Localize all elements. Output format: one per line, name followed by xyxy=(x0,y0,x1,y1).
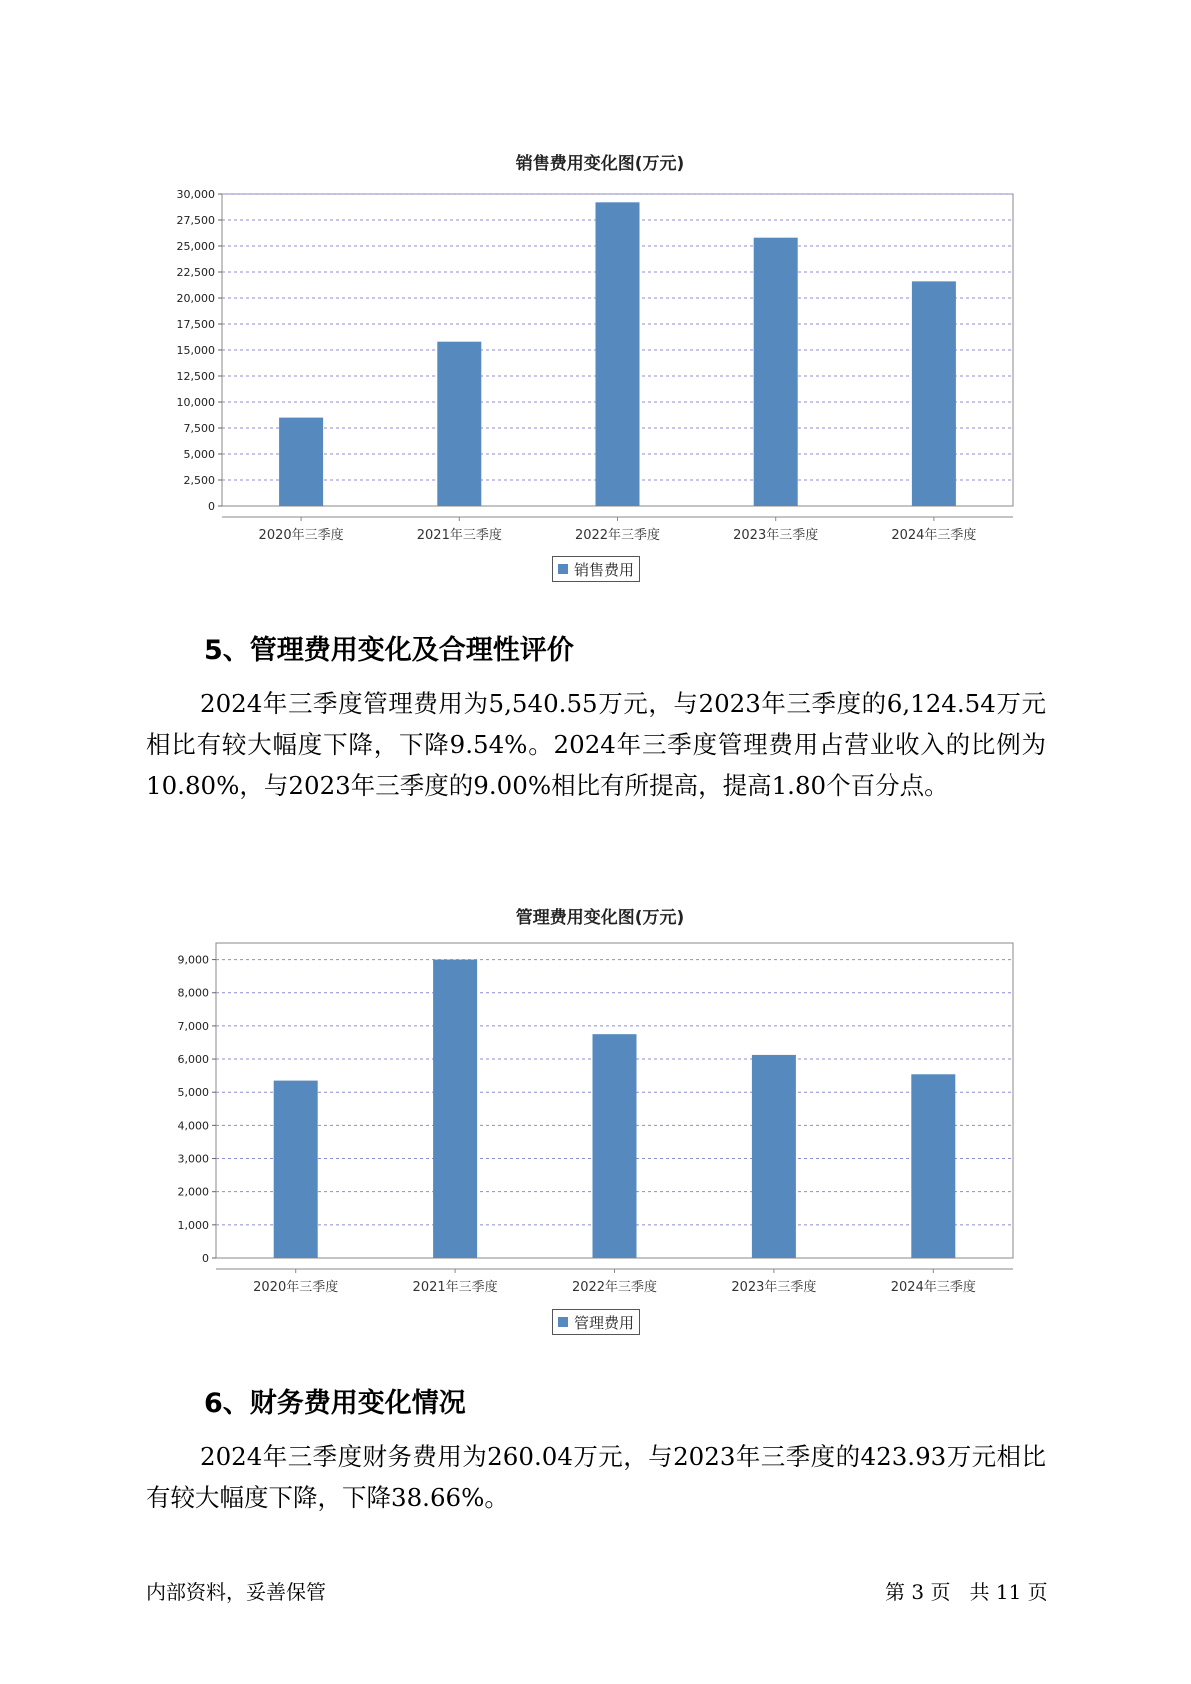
y-tick-label: 2,000 xyxy=(177,1185,209,1199)
bar xyxy=(274,1081,318,1258)
y-tick-label: 7,500 xyxy=(183,422,215,435)
y-tick-label: 1,000 xyxy=(177,1218,209,1232)
legend-swatch xyxy=(558,1317,568,1327)
x-tick-label: 2023年三季度 xyxy=(731,1280,817,1295)
x-tick-label: 2021年三季度 xyxy=(416,528,502,543)
bar xyxy=(752,1055,796,1258)
paragraph-text: 2024年三季度管理费用为5,540.55万元，与2023年三季度的6,124.54万元相比有较大幅度下降，下降9.54%。2024年三季度管理费用占营业收入的比例为10.80%，与2023年三季度的9.00%相比有所提高，提高1.80个百分点。 xyxy=(146,689,1046,800)
x-tick-label: 2023年三季度 xyxy=(733,528,819,543)
admin-chart-title: 管理费用变化图(万元) xyxy=(515,908,685,928)
sales-chart-title: 销售费用变化图(万元) xyxy=(515,154,685,174)
section-paragraph-finance xyxy=(146,1436,1046,1518)
y-tick-label: 6,000 xyxy=(177,1053,209,1067)
bar xyxy=(433,960,477,1258)
y-tick-label: 15,000 xyxy=(176,344,215,357)
y-tick-label: 9,000 xyxy=(177,953,209,967)
y-tick-label: 17,500 xyxy=(176,318,215,331)
bar xyxy=(593,1034,637,1258)
legend-label: 销售费用 xyxy=(574,560,635,579)
footer-page-number: 第 3 页 共 11 页 xyxy=(885,1580,1048,1604)
y-tick-label: 4,000 xyxy=(177,1119,209,1133)
y-tick-label: 0 xyxy=(202,1252,209,1265)
y-tick-label: 30,000 xyxy=(176,188,215,201)
y-tick-label: 2,500 xyxy=(183,474,215,487)
y-tick-label: 5,000 xyxy=(183,448,215,461)
x-tick-label: 2022年三季度 xyxy=(574,528,661,543)
y-tick-label: 5,000 xyxy=(177,1086,209,1100)
y-tick-label: 3,000 xyxy=(177,1152,209,1166)
y-tick-label: 20,000 xyxy=(176,292,215,305)
x-tick-label: 2021年三季度 xyxy=(412,1280,498,1295)
admin-chart-legend xyxy=(552,1309,640,1335)
x-tick-label: 2020年三季度 xyxy=(258,528,344,543)
bar xyxy=(911,1074,955,1258)
y-tick-label: 10,000 xyxy=(176,396,215,409)
x-tick-label: 2020年三季度 xyxy=(253,1280,339,1295)
y-tick-label: 25,000 xyxy=(176,240,215,253)
y-tick-label: 8,000 xyxy=(177,986,209,1000)
footer-left: 内部资料，妥善保管 xyxy=(146,1580,326,1604)
section-heading-finance: 6、财务费用变化情况 xyxy=(204,1388,466,1419)
section-heading-admin: 5、管理费用变化及合理性评价 xyxy=(204,635,574,666)
y-tick-label: 27,500 xyxy=(176,214,215,227)
y-tick-label: 12,500 xyxy=(176,370,215,383)
legend-label: 管理费用 xyxy=(574,1313,635,1332)
y-tick-label: 7,000 xyxy=(177,1019,209,1033)
x-tick-label: 2024年三季度 xyxy=(890,1280,976,1295)
y-tick-label: 22,500 xyxy=(176,266,215,279)
x-tick-label: 2022年三季度 xyxy=(571,1280,658,1295)
y-tick-label: 0 xyxy=(208,500,215,513)
paragraph-text: 2024年三季度财务费用为260.04万元，与2023年三季度的423.93万元相比有较大幅度下降，下降38.66%。 xyxy=(146,1442,1046,1512)
x-tick-label: 2024年三季度 xyxy=(891,528,977,543)
